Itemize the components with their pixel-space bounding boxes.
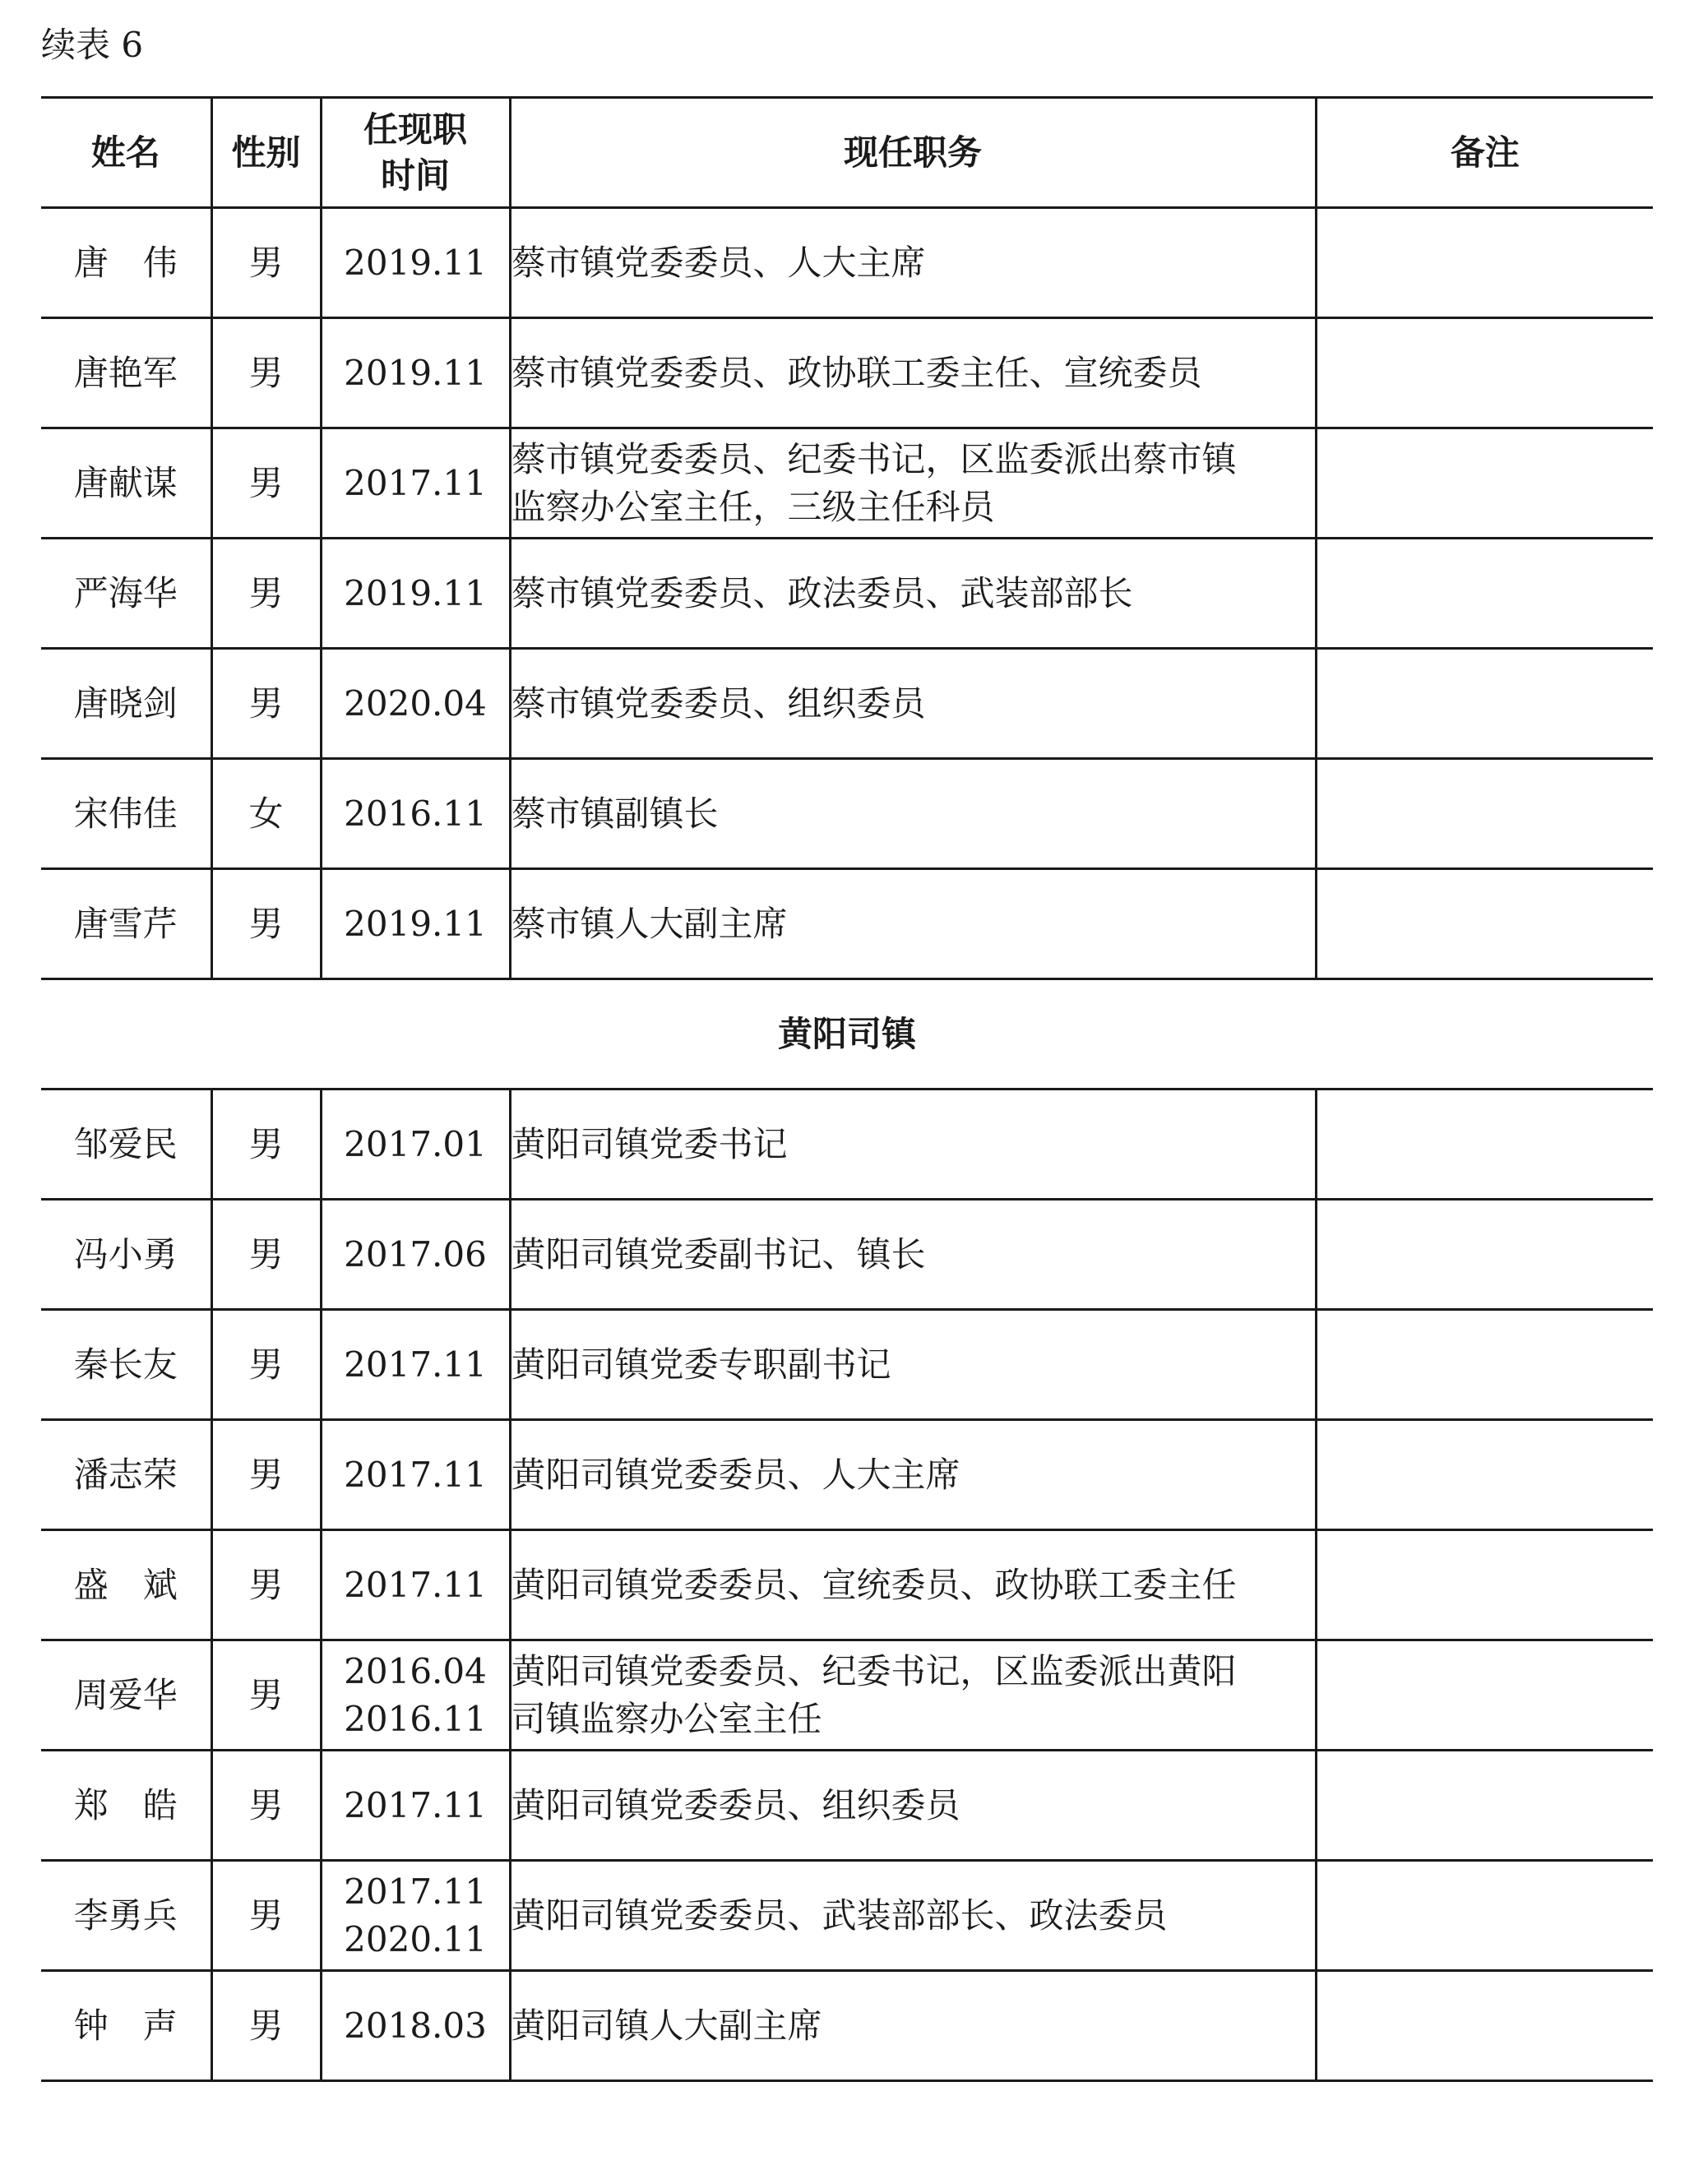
gender-cell: 男 (211, 1751, 321, 1861)
name-cell (41, 1090, 211, 1200)
date-line1: 2018.03 (344, 2005, 487, 2046)
note-cell (1316, 1751, 1653, 1861)
gender-cell: 男 (211, 539, 321, 649)
name-text: 严海华 (73, 572, 178, 613)
title-cell (510, 759, 1316, 869)
date-line1: 2017.11 (344, 1564, 487, 1605)
name-text: 冯小勇 (73, 1233, 178, 1275)
name-cell (41, 1420, 211, 1530)
title-line2: 司镇监察办公室主任 (511, 1698, 822, 1739)
title-line1: 黄阳司镇党委副书记、镇长 (511, 1233, 926, 1275)
name-text: 郑 皓 (73, 1784, 178, 1825)
name-cell (41, 208, 211, 318)
date-cell (321, 1861, 510, 1971)
header-date-line1: 任现职 (363, 109, 467, 150)
header-title: 现任职务 (510, 98, 1316, 208)
name-cell (41, 649, 211, 759)
name-cell (41, 428, 211, 539)
title-line1: 黄阳司镇党委委员、纪委书记，区监委派出黄阳 (511, 1650, 1237, 1691)
title-line1: 黄阳司镇人大副主席 (511, 2005, 822, 2046)
title-line1: 黄阳司镇党委书记 (511, 1123, 788, 1164)
table-row (41, 428, 1653, 539)
title-cell (510, 208, 1316, 318)
name-text: 盛 斌 (73, 1564, 178, 1605)
date-cell (321, 1640, 510, 1751)
table-row (41, 539, 1653, 649)
title-cell (510, 1200, 1316, 1310)
table-row (41, 208, 1653, 318)
title-cell (510, 428, 1316, 539)
name-cell (41, 1310, 211, 1420)
table-row (41, 649, 1653, 759)
date-cell (321, 869, 510, 979)
table-row (41, 759, 1653, 869)
date-line1: 2020.04 (344, 682, 487, 724)
note-cell (1316, 1310, 1653, 1420)
title-line1: 蔡市镇党委委员、纪委书记，区监委派出蔡市镇 (511, 438, 1237, 479)
header-name: 姓名 (41, 98, 211, 208)
title-line1: 蔡市镇党委委员、政协联工委主任、宣统委员 (511, 352, 1202, 393)
note-cell (1316, 1200, 1653, 1310)
table-row (41, 1751, 1653, 1861)
title-cell (510, 1861, 1316, 1971)
title-line1: 蔡市镇党委委员、政法委员、武装部部长 (511, 572, 1133, 613)
gender-cell: 男 (211, 649, 321, 759)
date-line1: 2017.11 (344, 1344, 487, 1385)
date-line1: 2016.04 (344, 1650, 487, 1691)
name-text: 唐 伟 (73, 242, 178, 283)
name-text: 唐艳军 (73, 352, 178, 393)
title-cell (510, 1530, 1316, 1640)
note-cell (1316, 1530, 1653, 1640)
name-text: 邹爱民 (73, 1123, 178, 1164)
table-body (41, 98, 1653, 2081)
note-cell (1316, 208, 1653, 318)
title-cell (510, 1751, 1316, 1861)
officials-table (41, 96, 1653, 2082)
date-line2: 2016.11 (344, 1698, 487, 1739)
note-cell (1316, 1090, 1653, 1200)
date-line1: 2017.06 (344, 1233, 487, 1275)
header-date (321, 98, 510, 208)
date-cell (321, 539, 510, 649)
date-cell (321, 759, 510, 869)
date-line1: 2019.11 (344, 242, 487, 283)
date-cell (321, 318, 510, 428)
name-cell (41, 1530, 211, 1640)
note-cell (1316, 649, 1653, 759)
title-line1: 蔡市镇党委委员、人大主席 (511, 242, 926, 283)
title-cell (510, 1310, 1316, 1420)
note-cell (1316, 1640, 1653, 1751)
gender-cell: 男 (211, 1090, 321, 1200)
title-line1: 蔡市镇党委委员、组织委员 (511, 682, 926, 724)
title-cell (510, 1090, 1316, 1200)
name-text: 唐雪芹 (73, 903, 178, 944)
name-cell (41, 1200, 211, 1310)
date-cell (321, 1751, 510, 1861)
title-line2: 监察办公室主任，三级主任科员 (511, 486, 995, 527)
date-line1: 2017.11 (344, 1454, 487, 1495)
table-row (41, 1090, 1653, 1200)
header-note: 备注 (1316, 98, 1653, 208)
name-text: 钟 声 (73, 2005, 178, 2046)
section-title: 黄阳司镇 (41, 979, 1653, 1090)
date-cell (321, 1310, 510, 1420)
date-line1: 2019.11 (344, 352, 487, 393)
date-line1: 2019.11 (344, 903, 487, 944)
table-row (41, 1861, 1653, 1971)
title-line1: 黄阳司镇党委专职副书记 (511, 1344, 891, 1385)
title-cell (510, 869, 1316, 979)
title-line1: 黄阳司镇党委委员、宣统委员、政协联工委主任 (511, 1564, 1237, 1605)
title-cell (510, 1971, 1316, 2081)
table-row (41, 1420, 1653, 1530)
date-line1: 2019.11 (344, 572, 487, 613)
table-row (41, 1310, 1653, 1420)
table-row (41, 1640, 1653, 1751)
table-row (41, 1530, 1653, 1640)
note-cell (1316, 318, 1653, 428)
header-date-line2: 时间 (380, 155, 450, 196)
name-text: 唐献谋 (73, 462, 178, 503)
name-text: 秦长友 (73, 1344, 178, 1385)
name-cell (41, 1861, 211, 1971)
title-line1: 黄阳司镇党委委员、人大主席 (511, 1454, 960, 1495)
date-line2: 2020.11 (344, 1918, 487, 1959)
name-text: 唐晓剑 (73, 682, 178, 724)
table-header-row (41, 98, 1653, 208)
note-cell (1316, 869, 1653, 979)
date-cell (321, 428, 510, 539)
section-row (41, 979, 1653, 1090)
date-cell (321, 1971, 510, 2081)
name-cell (41, 759, 211, 869)
name-text: 李勇兵 (73, 1894, 178, 1936)
name-cell (41, 1751, 211, 1861)
date-cell (321, 1420, 510, 1530)
name-cell (41, 539, 211, 649)
date-cell (321, 208, 510, 318)
table-caption: 续表 6 (41, 25, 144, 65)
table-row (41, 1971, 1653, 2081)
gender-cell: 男 (211, 428, 321, 539)
name-cell (41, 318, 211, 428)
name-text: 潘志荣 (73, 1454, 178, 1495)
note-cell (1316, 759, 1653, 869)
gender-cell: 男 (211, 869, 321, 979)
title-line1: 黄阳司镇党委委员、组织委员 (511, 1784, 960, 1825)
title-line1: 蔡市镇副镇长 (511, 793, 719, 834)
date-line1: 2017.01 (344, 1123, 487, 1164)
note-cell (1316, 1420, 1653, 1530)
gender-cell: 男 (211, 1861, 321, 1971)
date-cell (321, 1090, 510, 1200)
name-cell (41, 869, 211, 979)
gender-cell: 男 (211, 318, 321, 428)
date-line1: 2017.11 (344, 1871, 487, 1912)
gender-cell: 男 (211, 1310, 321, 1420)
gender-cell: 男 (211, 208, 321, 318)
name-text: 周爱华 (73, 1674, 178, 1715)
date-cell (321, 649, 510, 759)
title-cell (510, 1420, 1316, 1530)
title-line1: 黄阳司镇党委委员、武装部部长、政法委员 (511, 1894, 1168, 1936)
note-cell (1316, 1861, 1653, 1971)
date-line1: 2017.11 (344, 462, 487, 503)
gender-cell: 男 (211, 1420, 321, 1530)
name-text: 宋伟佳 (73, 793, 178, 834)
title-cell (510, 318, 1316, 428)
note-cell (1316, 539, 1653, 649)
title-cell (510, 1640, 1316, 1751)
title-cell (510, 539, 1316, 649)
table-row (41, 869, 1653, 979)
gender-cell: 男 (211, 1640, 321, 1751)
name-cell (41, 1640, 211, 1751)
note-cell (1316, 428, 1653, 539)
note-cell (1316, 1971, 1653, 2081)
table-row (41, 1200, 1653, 1310)
date-cell (321, 1200, 510, 1310)
gender-cell: 男 (211, 1971, 321, 2081)
title-line1: 蔡市镇人大副主席 (511, 903, 788, 944)
date-line1: 2017.11 (344, 1784, 487, 1825)
name-cell (41, 1971, 211, 2081)
gender-cell: 女 (211, 759, 321, 869)
date-line1: 2016.11 (344, 793, 487, 834)
gender-cell: 男 (211, 1200, 321, 1310)
title-cell (510, 649, 1316, 759)
header-gender: 性别 (211, 98, 321, 208)
table-row (41, 318, 1653, 428)
date-cell (321, 1530, 510, 1640)
gender-cell: 男 (211, 1530, 321, 1640)
